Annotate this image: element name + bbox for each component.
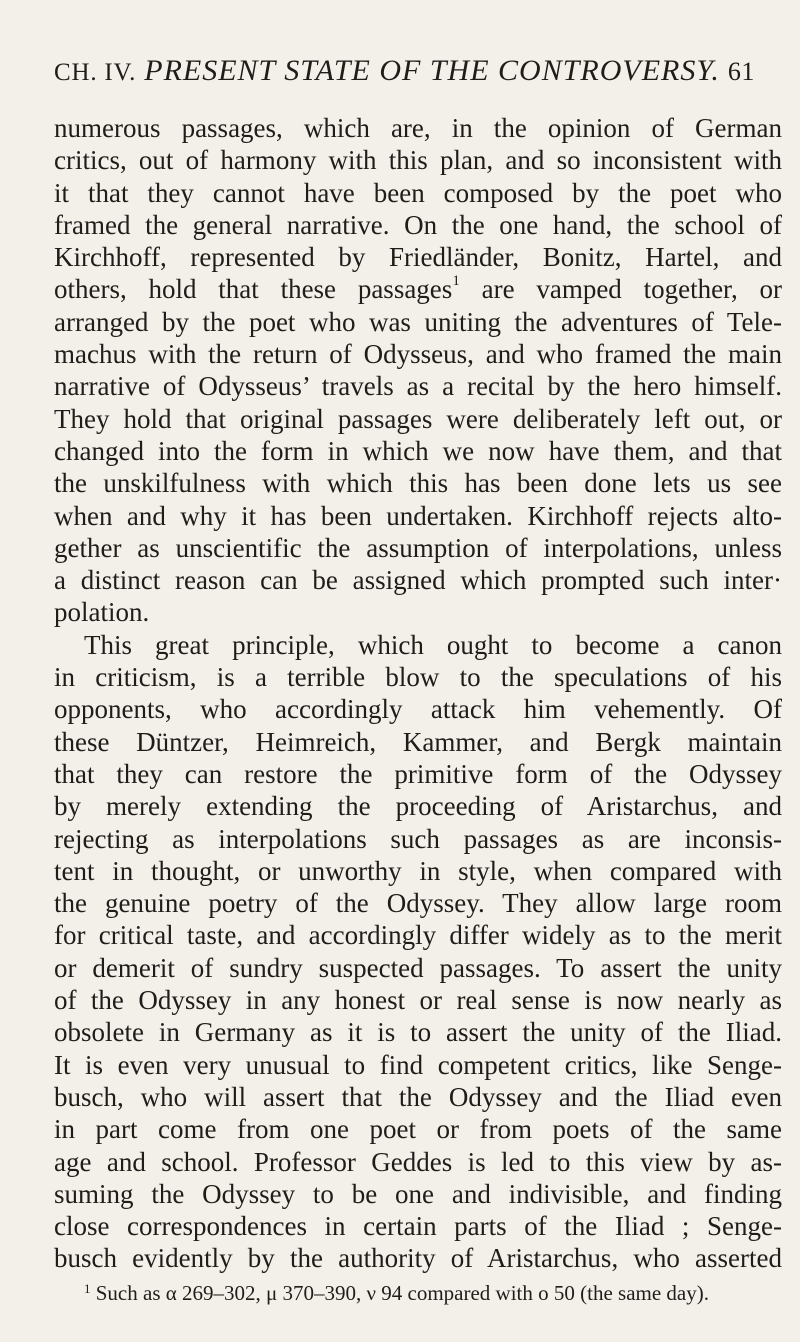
page-number: 61 (727, 57, 755, 86)
text-line: Kirchhoff, represented by Friedländer, Bonitz, Hartel, and (54, 242, 782, 273)
text-line: rejecting as interpolations such passages as are inconsis- (54, 823, 782, 854)
body-text (54, 112, 782, 1275)
text-line: arranged by the poet who was uniting the adventures of Tele- (54, 306, 782, 337)
running-title: PRESENT STATE OF THE CONTROVERSY. (144, 54, 720, 87)
text-line: framed the general narrative. On the one hand, the school of (54, 209, 782, 240)
text-line: for critical taste, and accordingly differ widely as to the merit (54, 920, 782, 951)
text-line-with-footnote-ref (54, 273, 782, 305)
text-line: busch evidently by the authority of Aristarchus, who asserted (54, 1243, 782, 1274)
text-line: that they can restore the primitive form of the Odyssey (54, 758, 782, 789)
text-line: a distinct reason can be assigned which prompted such inter· (54, 565, 782, 596)
chapter-label: CH. IV. (54, 59, 137, 86)
text-line: numerous passages, which are, in the opinion of German (54, 113, 782, 143)
text-line: critics, out of harmony with this plan, and so inconsistent with (54, 145, 782, 176)
footnote (84, 1281, 784, 1306)
text-line: narrative of Odysseus’ travels as a recital by the hero himself. (54, 371, 782, 402)
text-line: these Düntzer, Heimreich, Kammer, and Bergk maintain (54, 726, 782, 757)
text-line: opponents, who accordingly attack him vehemently. Of (54, 694, 782, 725)
text-line: It is even very unusual to find competent critics, like Senge- (54, 1049, 782, 1080)
paragraph-start-line: This great principle, which ought to become a canon (84, 629, 782, 660)
footnote-marker: 1 (84, 1281, 91, 1296)
text-line: when and why it has been undertaken. Kirchhoff rejects alto- (54, 500, 782, 531)
text-line: They hold that original passages were deliberately left out, or (54, 403, 782, 434)
text-line: in part come from one poet or from poets of the same (54, 1114, 782, 1145)
text-line: machus with the return of Odysseus, and who framed the main (54, 339, 782, 370)
text-segment: others, hold that these passages (54, 274, 453, 305)
text-line: in criticism, is a terrible blow to the speculations of his (54, 662, 782, 693)
text-line: the genuine poetry of the Odyssey. They allow large room (54, 888, 782, 919)
footnote-text: Such as α 269–302, μ 370–390, ν 94 compared with ο 50 (the same day). (95, 1281, 709, 1305)
text-line: it that they cannot have been composed by the poet who (54, 177, 782, 208)
text-line: by merely extending the proceeding of Aristarchus, and (54, 791, 782, 822)
text-line: busch, who will assert that the Odyssey and the Iliad even (54, 1081, 782, 1112)
footnote-reference: 1 (452, 273, 460, 290)
text-line: of the Odyssey in any honest or real sense is now nearly as (54, 985, 782, 1016)
text-line: changed into the form in which we now have them, and that (54, 435, 782, 466)
text-segment: are vamped together, or (459, 274, 782, 305)
text-line: or demerit of sundry suspected passages. To assert the unity (54, 952, 782, 983)
text-line: the unskilfulness with which this has been done lets us see (54, 468, 782, 499)
text-line: gether as unscientific the assumption of interpolations, unless (54, 532, 782, 563)
text-line: suming the Odyssey to be one and indivisible, and finding (54, 1178, 782, 1209)
text-line: close correspondences in certain parts of the Iliad ; Senge- (54, 1211, 782, 1242)
text-line: age and school. Professor Geddes is led to this view by as- (54, 1146, 782, 1177)
text-line: obsolete in Germany as it is to assert the unity of the Iliad. (54, 1017, 782, 1048)
running-header (54, 54, 794, 88)
text-line: polation. (54, 597, 150, 628)
text-line: tent in thought, or unworthy in style, when compared with (54, 855, 782, 886)
